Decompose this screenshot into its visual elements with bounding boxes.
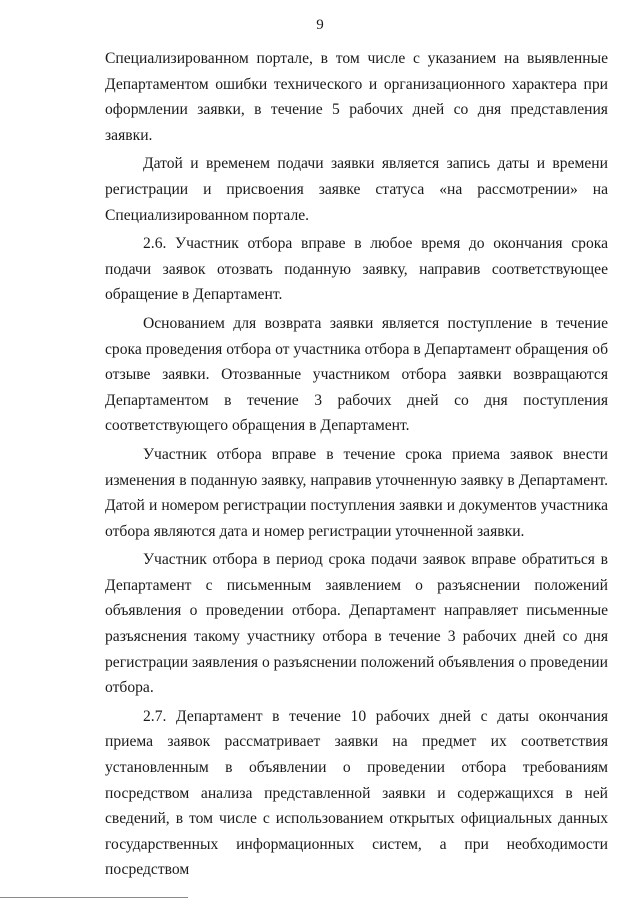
paragraph-section-2-6: 2.6. Участник отбора вправе в любое время до окончания срока подачи заявок отозвать поданную заявку, направив соответствующее обращение в Департамент. — [105, 235, 608, 304]
page-number: 9 — [316, 17, 324, 33]
paragraph-continuation: Специализированном портале, в том числе с указанием на выявленные Департаментом ошибки технического и организационного характера при оформлении заявки, в течение 5 рабочих дней со дня представления заявки. — [105, 50, 608, 144]
paragraph-submission-datetime: Датой и временем подачи заявки является запись даты и времени регистрации и присвоения заявке статуса «на рассмотрении» на Специализированном портале. — [105, 155, 608, 224]
paragraph-clarification-request: Участник отбора в период срока подачи заявок вправе обратиться в Департамент с письменным заявлением о разъяснении положений объявления о проведении отбора. Департамент направляет письменные разъяснения такому участнику отбора в течение 3 рабочих дней со дня регистрации заявления о разъяснении положений объявления о проведении отбора. — [105, 551, 608, 697]
footer-divider — [0, 897, 188, 898]
document-body — [105, 46, 608, 886]
paragraph-amend-application: Участник отбора вправе в течение срока приема заявок внести изменения в поданную заявку, направив уточненную заявку в Департамент. Датой и номером регистрации поступления заявки и документов участника отбора являются дата и номер регистрации уточненной заявки. — [105, 445, 608, 540]
paragraph-return-grounds: Основанием для возврата заявки является поступление в течение срока проведения отбора от участника отбора в Департамент обращения об отзыве заявки. Отозванные участником отбора заявки возвращаются Департаментом в течение 3 рабочих дней со дня поступления соответствующего обращения в Департамент. — [105, 314, 608, 435]
paragraph-section-2-7: 2.7. Департамент в течение 10 рабочих дней с даты окончания приема заявок рассматривает заявки на предмет их соответствия установленным в объявлении о проведении отбора требованиям посредством анализа представленной заявки и содержащихся в ней сведений, в том числе с использованием открытых официальных данных государственных информационных систем, а при необходимости посредством — [105, 707, 608, 879]
